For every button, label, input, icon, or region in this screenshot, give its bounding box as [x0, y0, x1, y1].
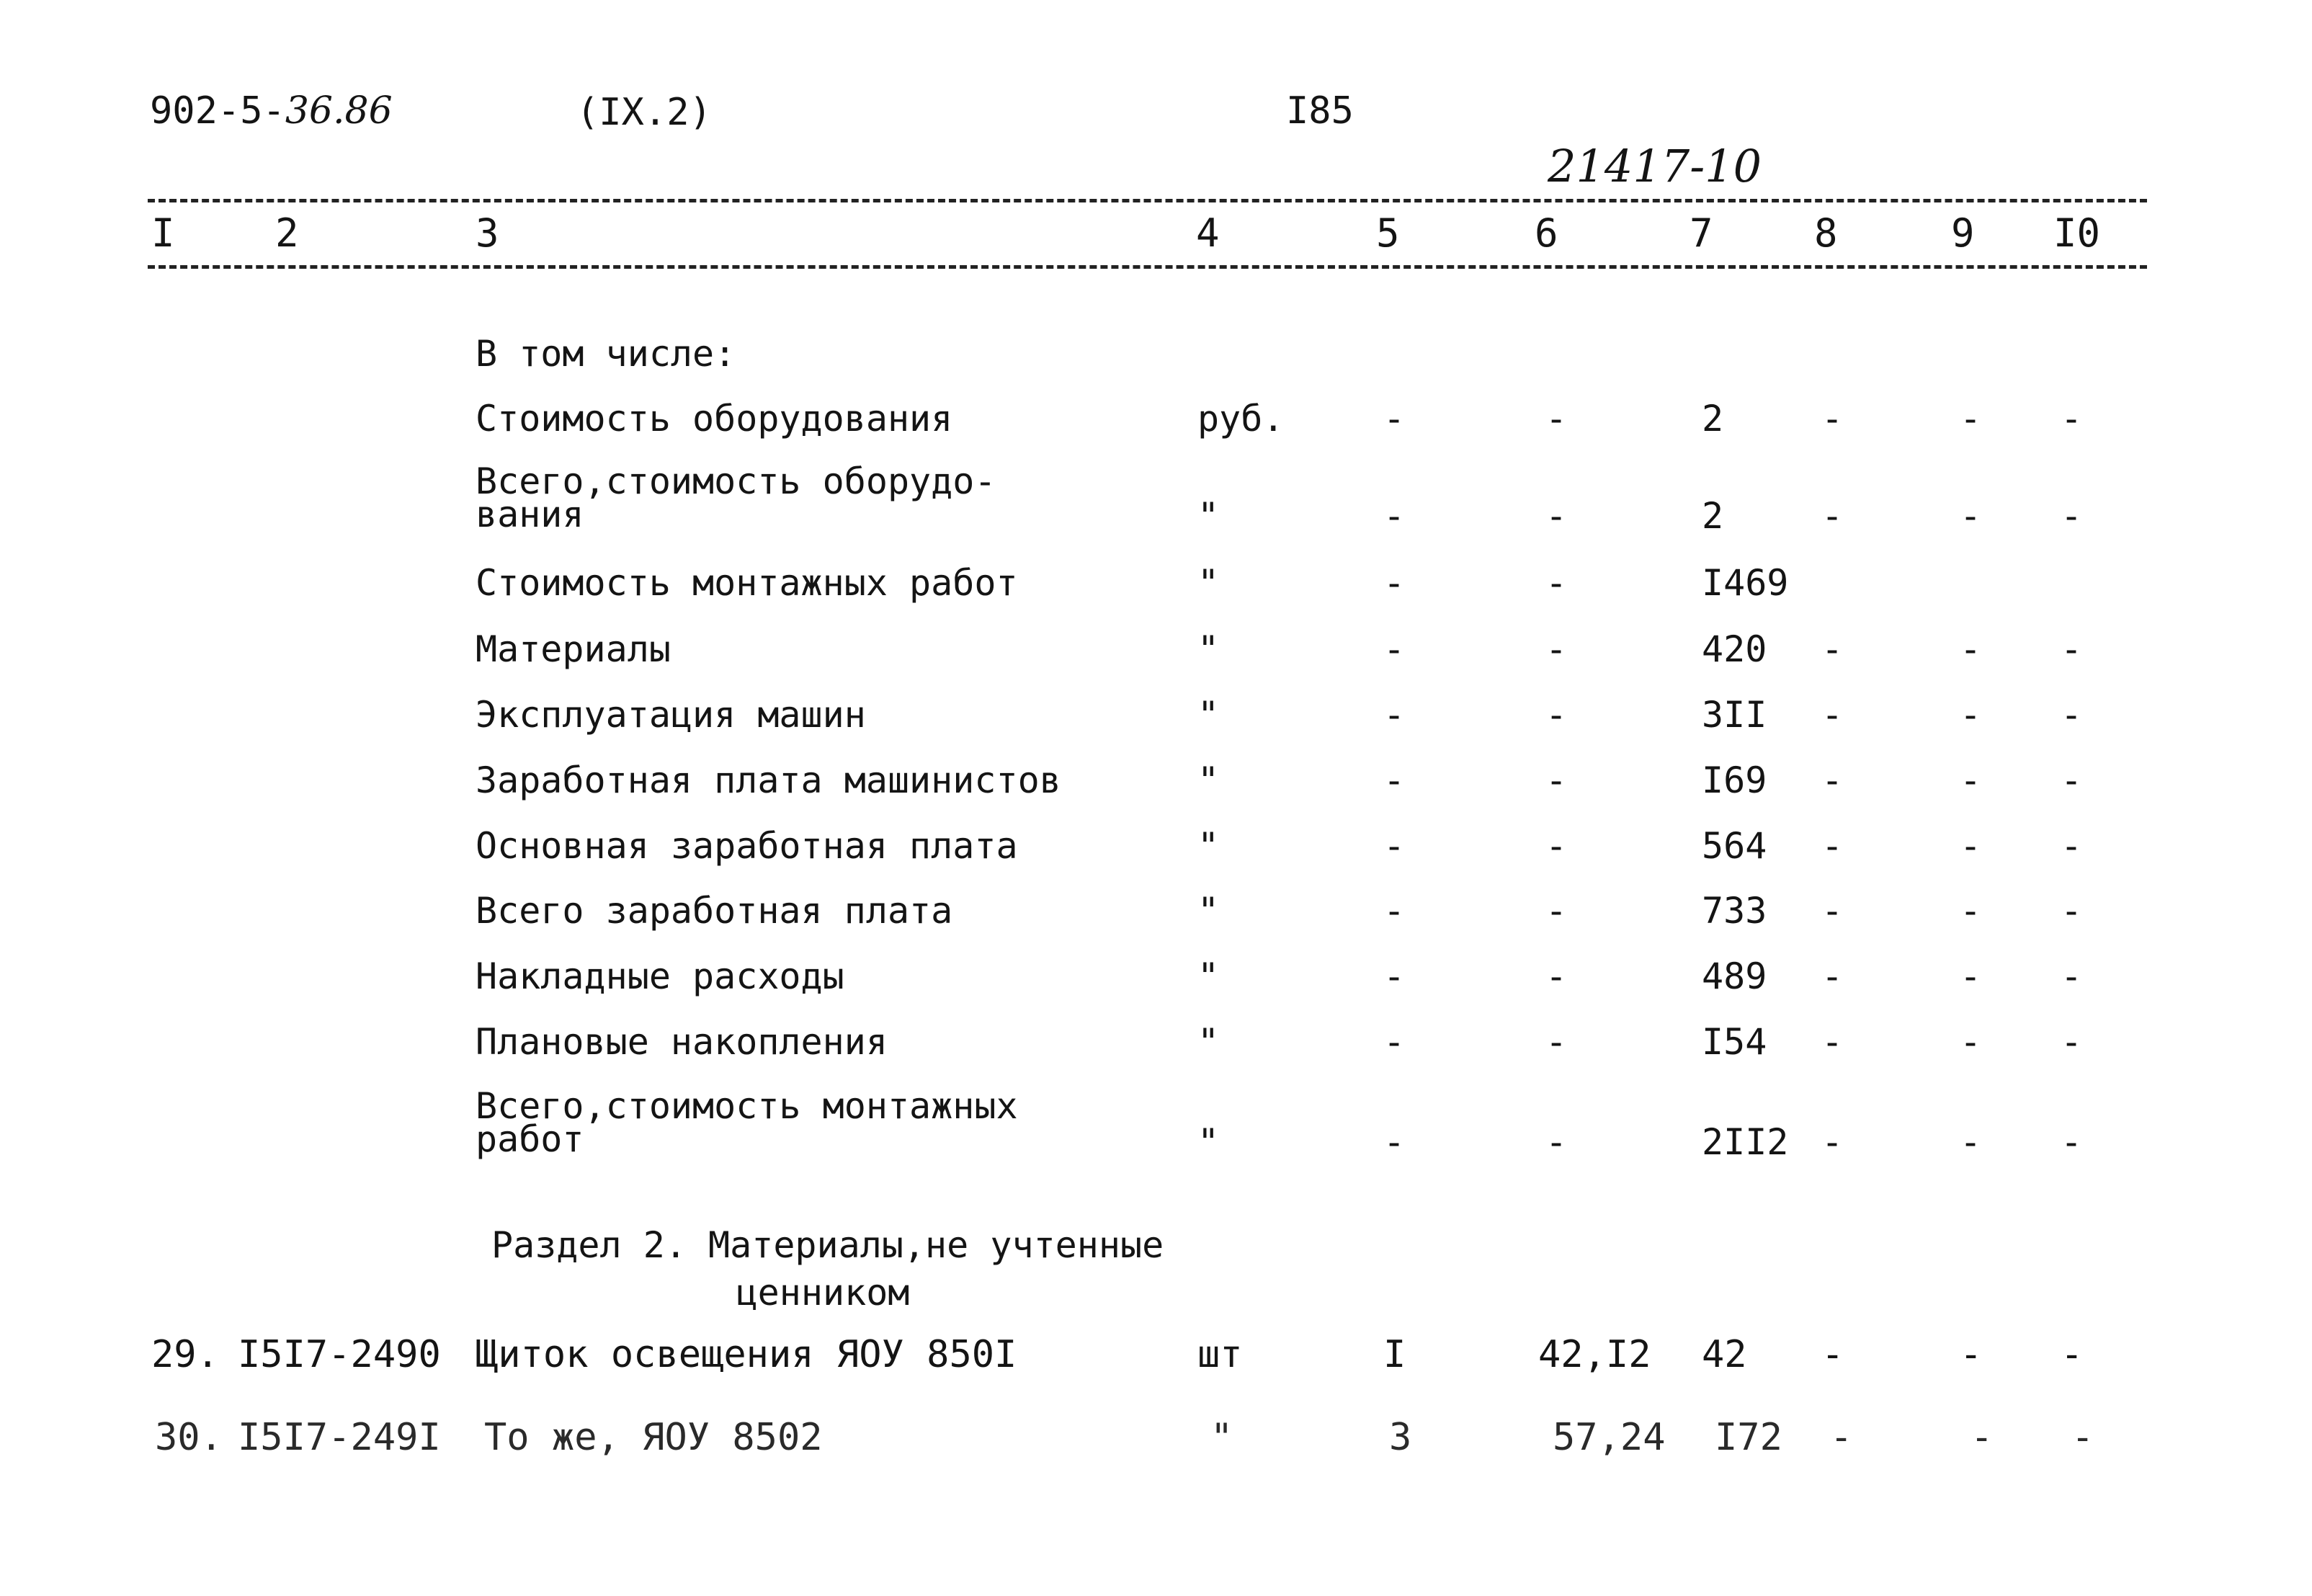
row-col10: -: [2061, 1121, 2083, 1163]
row-col8: -: [1830, 1416, 1853, 1459]
table-row: [0, 1021, 2312, 1086]
table-row: [0, 460, 2312, 537]
row-col7: I54: [1702, 1021, 1767, 1063]
row-unit: ": [1197, 1021, 1220, 1063]
row-col10: -: [2061, 1021, 2083, 1063]
row-col6: -: [1545, 1121, 1568, 1163]
table-row: [0, 1416, 2312, 1481]
row-unit: ": [1197, 955, 1220, 997]
row-name: Плановые накопления: [476, 1021, 888, 1063]
row-unit: ": [1197, 495, 1220, 537]
row-col9: -: [1960, 759, 1982, 801]
row-col5: -: [1383, 628, 1406, 670]
row-col8: -: [1821, 955, 1844, 997]
row-col6: -: [1545, 694, 1568, 736]
row-unit: шт: [1197, 1333, 1243, 1376]
row-name: Накладные расходы: [476, 955, 844, 997]
column-number-8: 8: [1814, 210, 1838, 256]
row-col10: -: [2061, 694, 2083, 736]
table-row: [0, 955, 2312, 1020]
row-col8: -: [1821, 1121, 1844, 1163]
row-code: I5I7-249I: [238, 1416, 441, 1459]
row-col9: -: [1960, 825, 1982, 867]
column-number-5: 5: [1376, 210, 1400, 256]
column-number-3: 3: [476, 210, 499, 256]
row-col6: -: [1545, 628, 1568, 670]
table-row: [0, 825, 2312, 890]
row-unit: ": [1197, 562, 1220, 604]
row-unit: ": [1210, 1416, 1233, 1459]
row-col8: -: [1821, 628, 1844, 670]
row-col7: 2: [1702, 495, 1724, 537]
row-col8: -: [1821, 825, 1844, 867]
row-col6: -: [1545, 890, 1568, 932]
row-name: Материалы: [476, 628, 671, 670]
row-col8: -: [1821, 398, 1844, 440]
row-name-line1: Всего,стоимость монтажных: [476, 1085, 1018, 1127]
row-name: Всего заработная плата: [476, 890, 953, 932]
row-col8: -: [1821, 694, 1844, 736]
row-name: [476, 1085, 1018, 1160]
row-name: Стоимость монтажных работ: [476, 562, 1018, 604]
row-col9: -: [1960, 495, 1982, 537]
row-col9: -: [1970, 1416, 1994, 1459]
column-number-2: 2: [275, 210, 299, 256]
row-col9: -: [1960, 955, 1982, 997]
row-col10: -: [2061, 825, 2083, 867]
row-unit: ": [1197, 1121, 1220, 1163]
table-row: [0, 1085, 2312, 1163]
row-number: 30.: [155, 1416, 223, 1459]
row-name: Щиток освещения ЯОУ 850I: [476, 1333, 1017, 1376]
table-row: [0, 890, 2312, 955]
row-col9: -: [1960, 1121, 1982, 1163]
row-col6: 57,24: [1553, 1416, 1666, 1459]
row-col9: -: [1960, 890, 1982, 932]
row-col10: -: [2061, 628, 2083, 670]
row-name: Эксплуатация машин: [476, 694, 866, 736]
row-name: [476, 460, 996, 535]
row-col8: -: [1821, 495, 1844, 537]
section-reference: (IX.2): [576, 91, 712, 134]
column-number-1: I: [151, 210, 175, 256]
row-col6: -: [1545, 398, 1568, 440]
table-row: [0, 759, 2312, 824]
row-col7: 42: [1702, 1333, 1747, 1376]
row-col6: -: [1545, 825, 1568, 867]
row-name: Заработная плата машинистов: [476, 759, 1061, 801]
row-col7: I69: [1702, 759, 1767, 801]
row-code: I5I7-2490: [238, 1333, 441, 1376]
table-row: [0, 333, 2312, 398]
row-col5: -: [1383, 825, 1406, 867]
column-number-7: 7: [1690, 210, 1713, 256]
section-heading-line1: Раздел 2. Материалы,не учтенные: [491, 1224, 1164, 1266]
row-col10: -: [2061, 495, 2083, 537]
document-code-printed: 902-5-: [150, 89, 285, 133]
row-col5: -: [1383, 562, 1406, 604]
row-col7: 2II2: [1702, 1121, 1789, 1163]
row-col7: 3II: [1702, 694, 1767, 736]
row-col7: I72: [1715, 1416, 1782, 1459]
row-name-line2: работ: [476, 1118, 584, 1160]
row-unit: ": [1197, 628, 1220, 670]
row-col7: I469: [1702, 562, 1789, 604]
document-code-handwritten: 36.86: [285, 89, 393, 133]
section-heading-line2: ценником: [736, 1272, 910, 1314]
table-row: [0, 398, 2312, 463]
row-col10: -: [2061, 890, 2083, 932]
row-col10: -: [2061, 759, 2083, 801]
row-col10: -: [2061, 398, 2083, 440]
row-col6: -: [1545, 1021, 1568, 1063]
row-col9: -: [1960, 398, 1982, 440]
row-name-line2: вания: [476, 494, 584, 535]
row-col10: -: [2061, 955, 2083, 997]
row-name: То же, ЯОУ 8502: [484, 1416, 823, 1459]
row-col5: -: [1383, 495, 1406, 537]
row-name: В том числе:: [476, 333, 736, 375]
row-col9: -: [1960, 1021, 1982, 1063]
row-col5: -: [1383, 1021, 1406, 1063]
row-name: Основная заработная плата: [476, 825, 1018, 867]
row-col5: -: [1383, 398, 1406, 440]
document-code: [150, 89, 393, 133]
section-heading: [491, 1221, 1164, 1316]
row-unit: ": [1197, 825, 1220, 867]
row-col7: 2: [1702, 398, 1724, 440]
row-col5: -: [1383, 890, 1406, 932]
row-unit: ": [1197, 694, 1220, 736]
row-col9: -: [1960, 694, 1982, 736]
column-number-4: 4: [1196, 210, 1220, 256]
stamp-number: 21417-10: [1548, 140, 1762, 192]
table-row: [0, 694, 2312, 759]
row-name-line1: Всего,стоимость оборудо-: [476, 460, 996, 502]
row-col8: -: [1821, 1333, 1844, 1376]
row-col9: -: [1960, 1333, 1983, 1376]
row-col5: I: [1383, 1333, 1406, 1376]
row-unit: ": [1197, 759, 1220, 801]
header-top-rule: [148, 199, 2147, 202]
row-col5: -: [1383, 694, 1406, 736]
row-col7: 564: [1702, 825, 1767, 867]
row-col8: -: [1821, 759, 1844, 801]
row-col6: -: [1545, 562, 1568, 604]
table-row: [0, 1333, 2312, 1398]
row-col5: -: [1383, 955, 1406, 997]
row-col6: -: [1545, 759, 1568, 801]
row-number: 29.: [151, 1333, 219, 1376]
row-col7: 489: [1702, 955, 1767, 997]
row-col5: -: [1383, 1121, 1406, 1163]
row-col7: 420: [1702, 628, 1767, 670]
row-col6: -: [1545, 495, 1568, 537]
table-row: [0, 562, 2312, 627]
column-number-10: I0: [2053, 210, 2101, 256]
row-col6: -: [1545, 955, 1568, 997]
row-name: Стоимость оборудования: [476, 398, 953, 440]
header-bottom-rule: [148, 265, 2147, 269]
row-col8: -: [1821, 1021, 1844, 1063]
row-col8: -: [1821, 890, 1844, 932]
column-number-6: 6: [1535, 210, 1558, 256]
row-col6: 42,I2: [1538, 1333, 1651, 1376]
row-col5: 3: [1389, 1416, 1412, 1459]
row-col5: -: [1383, 759, 1406, 801]
row-col10: -: [2071, 1416, 2094, 1459]
row-col7: 733: [1702, 890, 1767, 932]
column-number-9: 9: [1951, 210, 1975, 256]
row-unit: руб.: [1197, 398, 1285, 440]
row-col9: -: [1960, 628, 1982, 670]
row-unit: ": [1197, 890, 1220, 932]
table-row: [0, 628, 2312, 693]
row-col10: -: [2061, 1333, 2084, 1376]
page-number: I85: [1286, 89, 1354, 133]
